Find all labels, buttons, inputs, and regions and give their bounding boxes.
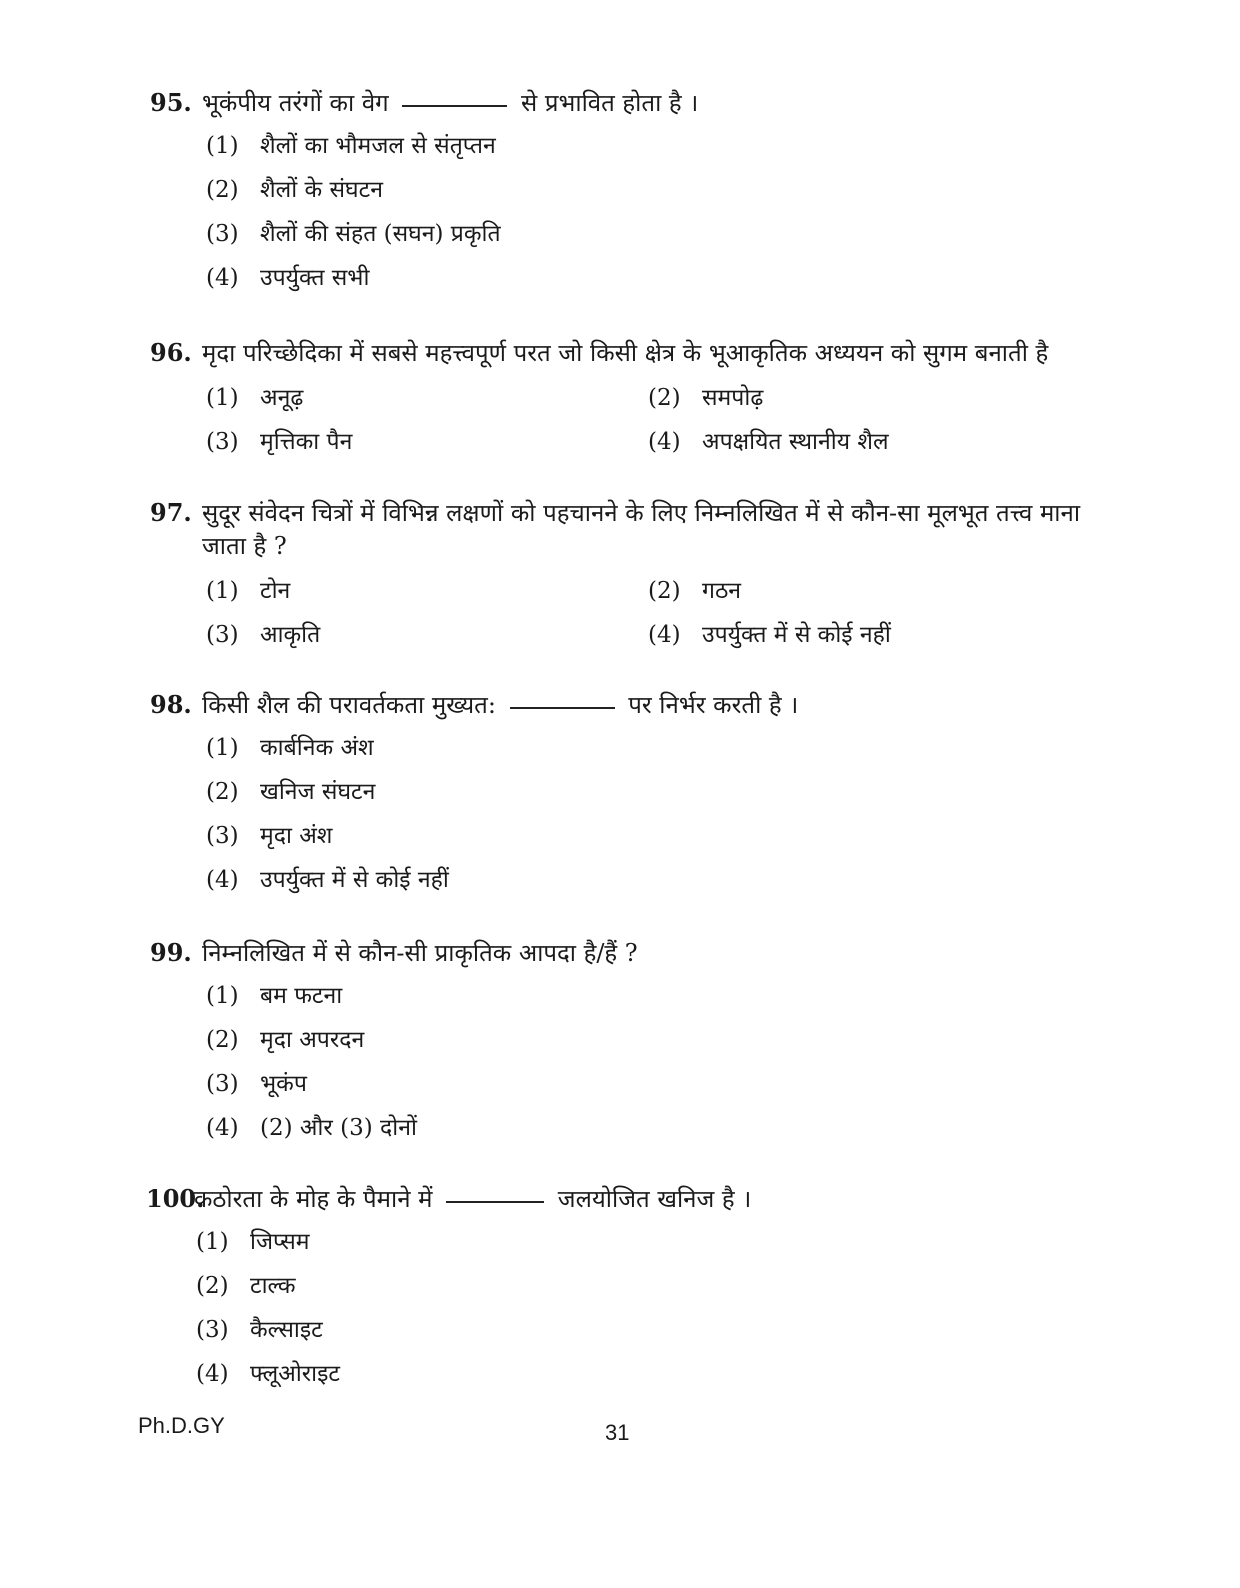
question-text [202,689,1130,722]
options-list [196,1224,1126,1400]
option [206,818,1130,862]
question-text-before: किसी शैल की परावर्तकता मुख्यत: [202,691,496,719]
option [196,1356,1126,1400]
option-number: (1) [196,1229,229,1255]
option [648,617,1130,655]
option [196,1312,1126,1356]
option-text: खनिज संघटन [260,779,376,805]
option-number: (4) [196,1361,229,1387]
option-number: (4) [648,622,681,648]
option [206,978,1130,1022]
option-number: (1) [206,578,239,604]
option-number: (1) [206,983,239,1009]
option [206,730,1130,774]
option-text: शैलों की संहत (सघन) प्रकृति [260,221,501,247]
question-text: निम्नलिखित में से कौन-सी प्राकृतिक आपदा है/हैं ? [202,939,638,967]
question-number: 98. [150,690,192,719]
option-number: (2) [206,1027,239,1053]
question-text-line-2: जाता है ? [202,532,287,560]
option-number: (1) [206,385,239,411]
question-text-line-1: सुदूर संवेदन चित्रों में विभिन्न लक्षणों को पहचानने के लिए निम्नलिखित में से कौन-सा मूलभूत तत्त्व माना [202,499,1081,527]
option [206,424,648,462]
option-number: (4) [206,1115,239,1141]
question-number: 95. [150,88,192,117]
option-text: आकृति [260,622,321,648]
question-text [194,1183,1126,1216]
option-number: (2) [206,177,239,203]
option [206,774,1130,818]
option-number: (2) [196,1273,229,1299]
option-number: (3) [206,622,239,648]
question-text-after: जलयोजित खनिज है । [557,1185,752,1213]
option-text: कार्बनिक अंश [260,735,374,761]
answer-blank [402,105,507,107]
answer-blank [510,707,615,709]
option [196,1224,1126,1268]
option-text: अनूढ़ [260,385,304,411]
question-97 [150,496,1130,655]
option-number: (4) [206,265,239,291]
options-list [206,730,1130,906]
option-number: (3) [206,429,239,455]
option-text: शैलों के संघटन [260,177,383,203]
options-grid [206,380,1130,462]
option [206,216,1130,260]
question-100 [146,1182,1126,1400]
question-99 [150,936,1130,1154]
option [206,862,1130,906]
answer-blank [446,1201,544,1203]
option-text: उपर्युक्त में से कोई नहीं [260,867,449,893]
option [206,172,1130,216]
option-text: बम फटना [260,983,343,1009]
option [648,573,1130,611]
question-text-before: भूकंपीय तरंगों का वेग [202,89,389,117]
options-grid [206,573,1130,655]
option-text: (2) और (3) दोनों [260,1115,417,1141]
options-list [206,128,1130,304]
question-text-after: से प्रभावित होता है । [520,89,699,117]
option-text: शैलों का भौमजल से संतृप्तन [260,133,496,159]
option [648,424,1130,462]
option-text: समपोढ़ [702,385,764,411]
option-number: (1) [206,133,239,159]
question-number: 97. [150,498,192,527]
option-text: मृत्तिका पैन [260,429,353,455]
option-number: (4) [206,867,239,893]
option-number: (1) [206,735,239,761]
option-text: टाल्क [250,1273,296,1299]
question-95 [150,86,1130,304]
option-text: भूकंप [260,1071,307,1097]
option [206,1066,1130,1110]
option [206,617,648,655]
option [206,260,1130,304]
option-text: गठन [702,578,742,604]
option [196,1268,1126,1312]
option [206,573,648,611]
question-number: 100. [146,1184,205,1213]
option-text: जिप्सम [250,1229,310,1255]
option-text: उपर्युक्त सभी [260,265,370,291]
option-number: (4) [648,429,681,455]
option-text: उपर्युक्त में से कोई नहीं [702,622,891,648]
option-text: अपक्षयित स्थानीय शैल [702,429,889,455]
option-text: मृदा अपरदन [260,1027,365,1053]
option-number: (2) [648,578,681,604]
question-96 [150,336,1130,462]
exam-code: Ph.D.GY [138,1413,225,1438]
question-text-before: कठोरता के मोह के पैमाने में [194,1185,433,1213]
question-number: 99. [150,938,192,967]
option-text: मृदा अंश [260,823,333,849]
question-98 [150,688,1130,906]
options-list [206,978,1130,1154]
page-number: 31 [605,1420,630,1445]
question-text-after: पर निर्भर करती है । [628,691,799,719]
option-text: फ्लूओराइट [250,1361,340,1387]
option [206,380,648,418]
question-text: मृदा परिच्छेदिका में सबसे महत्त्वपूर्ण परत जो किसी क्षेत्र के भूआकृतिक अध्ययन को सुगम बनाती है [202,339,1049,367]
option-number: (2) [648,385,681,411]
option-text: टोन [260,578,291,604]
option [648,380,1130,418]
question-text [202,87,1130,120]
option [206,1022,1130,1066]
question-text [202,497,1130,563]
option-number: (2) [206,779,239,805]
option-number: (3) [196,1317,229,1343]
option-number: (3) [206,221,239,247]
option-number: (3) [206,823,239,849]
option [206,1110,1130,1154]
option-text: कैल्साइट [250,1317,323,1343]
question-number: 96. [150,338,192,367]
option [206,128,1130,172]
option-number: (3) [206,1071,239,1097]
